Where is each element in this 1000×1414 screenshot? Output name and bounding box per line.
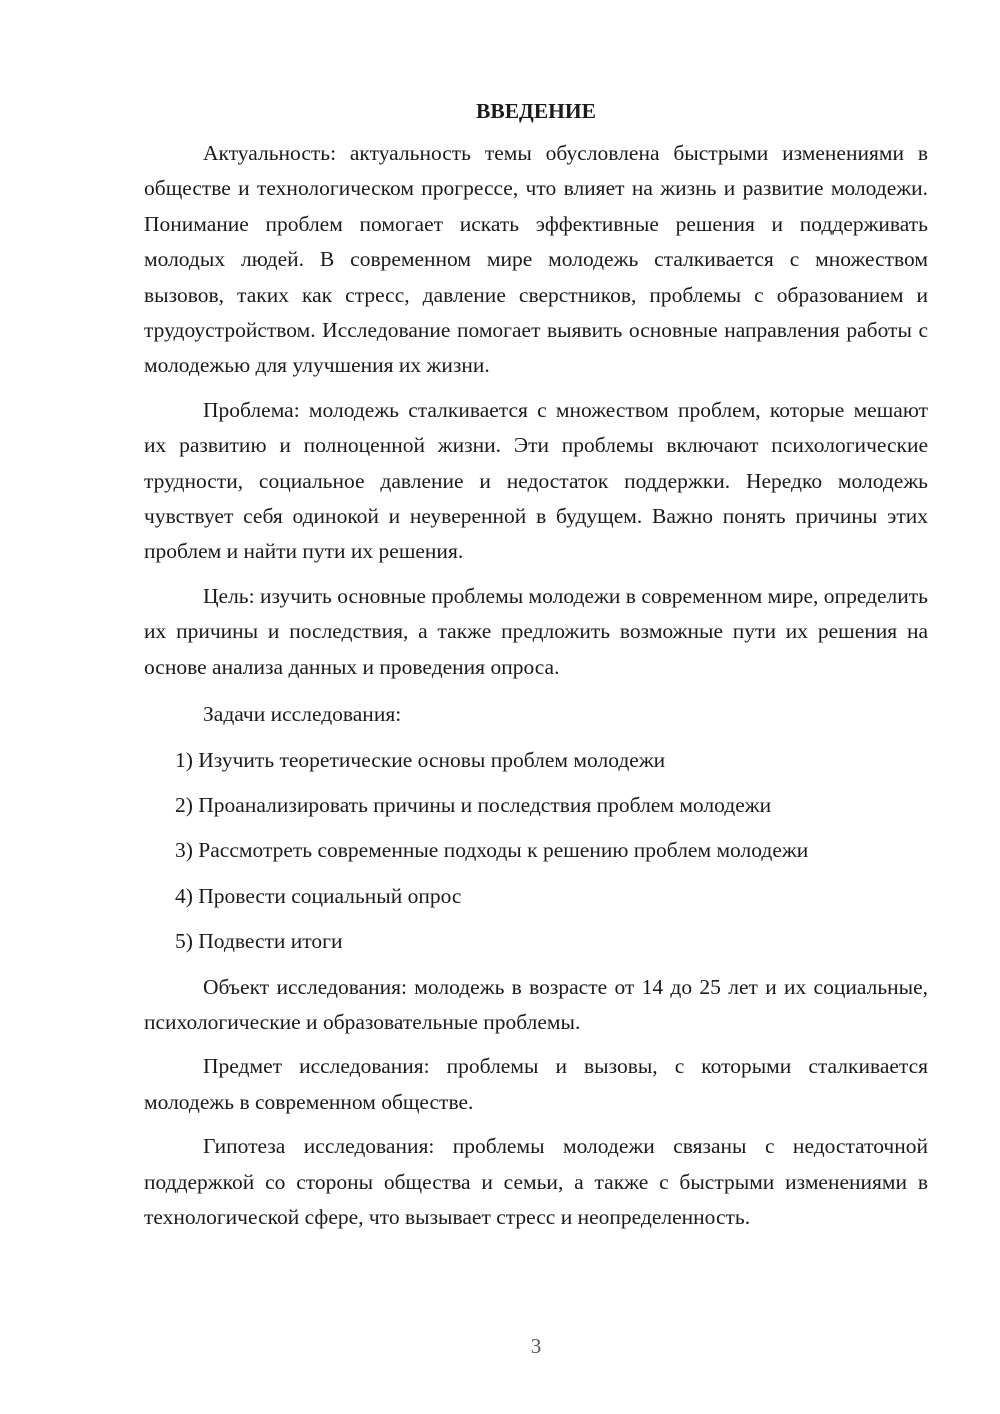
- page-title: ВВЕДЕНИЕ: [476, 99, 596, 123]
- task-item-1: 1) Изучить теоретические основы проблем молодежи: [175, 747, 666, 772]
- task-item-2: 2) Проанализировать причины и последствия проблем молодежи: [175, 792, 772, 817]
- paragraph-problem: Проблема: молодежь сталкивается с множеством проблем, которые мешают их развитию и полноценной жизни. Эти проблемы включают психологические трудности, социальное давление и недостаток поддержки. Нередко молодежь чувствует себя одинокой и неуверенной в будущем. Важно понять причины этих проблем и найти пути их решения.: [144, 397, 928, 564]
- paragraph-relevance: Актуальность: актуальность темы обусловлена быстрыми изменениями в обществе и технологическом прогрессе, что влияет на жизнь и развитие молодежи. Понимание проблем помогает искать эффективные решения и поддерживать молодых людей. В современном мире молодежь сталкивается с множеством вызовов, таких как стресс, давление сверстников, проблемы с образованием и трудоустройством. Исследование помогает выявить основные направления работы с молодежью для улучшения их жизни.: [144, 141, 928, 378]
- paragraph-goal: Цель: изучить основные проблемы молодежи в современном мире, определить их причины и последствия, а также предложить возможные пути их решения на основе анализа данных и проведения опроса.: [144, 583, 928, 679]
- document-page: [144, 96, 928, 1235]
- task-item-5: 5) Подвести итоги: [175, 929, 343, 954]
- paragraph-object: Объект исследования: молодежь в возрасте от 14 до 25 лет и их социальные, психологические и образовательные проблемы.: [144, 974, 928, 1034]
- task-item-4: 4) Провести социальный опрос: [175, 883, 462, 908]
- tasks-heading: Задачи исследования:: [203, 702, 402, 727]
- paragraph-subject: Предмет исследования: проблемы и вызовы, с которыми сталкивается молодежь в современном обществе.: [144, 1054, 928, 1114]
- page-number: 3: [530, 1334, 542, 1358]
- task-item-3: 3) Рассмотреть современные подходы к решению проблем молодежи: [175, 838, 809, 863]
- paragraph-hypothesis: Гипотеза исследования: проблемы молодежи связаны с недостаточной поддержкой со стороны общества и семьи, а также с быстрыми изменениями в технологической сфере, что вызывает стресс и неопределенность.: [144, 1134, 928, 1229]
